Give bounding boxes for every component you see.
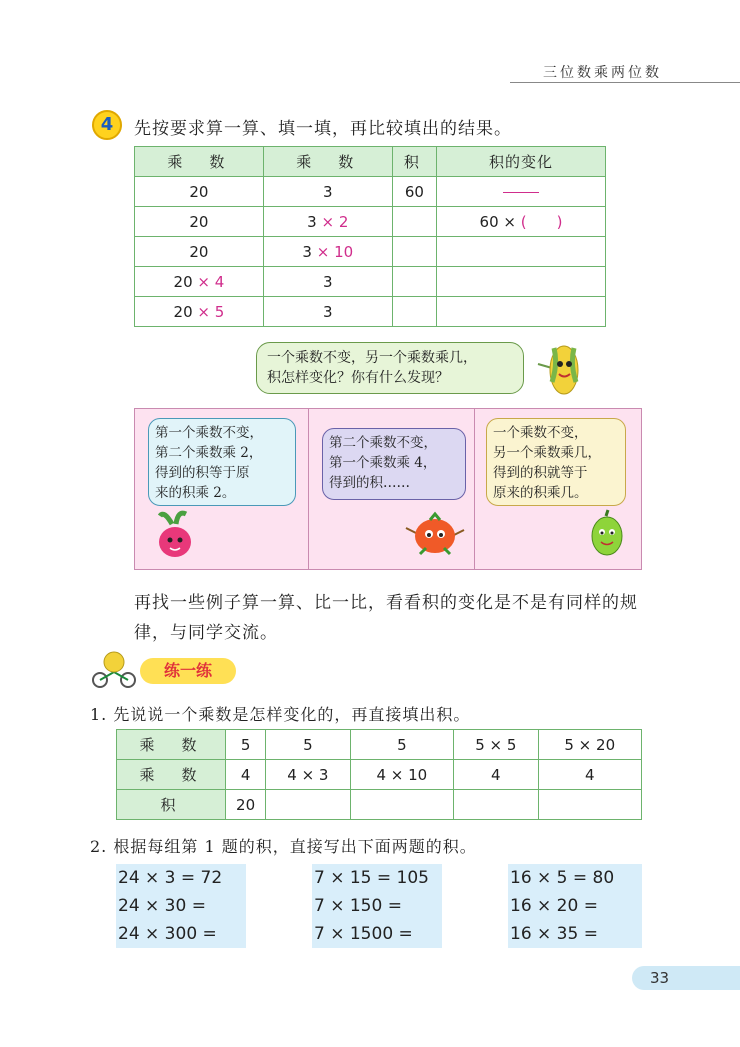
explore-instruction: 再找一些例子算一算、比一比，看看积的变化是不是有同样的规律，与同学交流。 — [134, 593, 638, 643]
equation-line: 16 × 5 = 80 — [510, 868, 615, 888]
header-cell: 乘 数 — [135, 147, 264, 177]
table-row — [135, 207, 606, 237]
factor-b-cell: 3 × 10 — [263, 237, 392, 267]
factor-b-cell: 3 × 2 — [263, 207, 392, 237]
radish-character-icon — [150, 510, 200, 560]
product-cell[interactable] — [392, 207, 436, 237]
exercise-2-prompt: 2. 根据每组第 1 题的积，直接写出下面两题的积。 — [90, 837, 477, 856]
factor-a-cell: 20 × 4 — [135, 267, 264, 297]
practice-label: 练一练 — [140, 658, 236, 684]
factor-a-cell: 20 — [135, 207, 264, 237]
table-row — [117, 730, 642, 760]
product-cell[interactable] — [392, 267, 436, 297]
header-cell: 乘 数 — [263, 147, 392, 177]
table-row — [135, 267, 606, 297]
factor-b-cell: 3 — [263, 177, 392, 207]
pepper-character-icon — [584, 508, 630, 562]
table-header-row — [135, 147, 606, 177]
equation-line[interactable]: 16 × 35 = — [510, 924, 598, 944]
equation-line[interactable]: 16 × 20 = — [510, 896, 598, 916]
table-row — [135, 237, 606, 267]
equation-line[interactable]: 7 × 150 = — [314, 896, 402, 916]
answer-cell[interactable]: 20 — [226, 790, 266, 820]
chapter-title: 三位数乘两位数 — [543, 65, 662, 81]
speech-bubble-first: 第一个乘数不变， 第二个乘数乘 2， 得到的积等于原 来的积乘 2。 — [148, 418, 296, 506]
table-cell: 4 × 3 — [266, 760, 350, 790]
header-rule — [510, 82, 740, 83]
cyclist-character-icon — [88, 650, 140, 688]
question-instruction: 先按要求算一算、填一填，再比较填出的结果。 — [134, 119, 512, 139]
equation-line[interactable]: 24 × 30 = — [118, 896, 206, 916]
change-cell[interactable] — [437, 237, 606, 267]
product-cell[interactable]: 60 — [392, 177, 436, 207]
row-header-cell: 乘 数 — [117, 730, 226, 760]
page-number-tab — [632, 966, 740, 990]
product-cell[interactable] — [392, 237, 436, 267]
dash-mark — [503, 192, 539, 193]
multiplication-table — [134, 146, 606, 327]
tomato-character-icon — [402, 508, 468, 560]
answer-cell[interactable] — [266, 790, 350, 820]
row-header-cell: 乘 数 — [117, 760, 226, 790]
table-cell: 4 — [226, 760, 266, 790]
change-cell[interactable] — [437, 177, 606, 207]
equation-group — [312, 864, 442, 948]
factor-a-cell: 20 — [135, 237, 264, 267]
equation-group — [508, 864, 642, 948]
question-number-badge: 4 — [92, 110, 122, 140]
table-cell: 4 — [538, 760, 642, 790]
speech-bubble-third: 一个乘数不变， 另一个乘数乘几， 得到的积就等于 原来的积乘几。 — [486, 418, 626, 506]
speech-bubble-second: 第二个乘数不变， 第一个乘数乘 4， 得到的积…… — [322, 428, 466, 500]
equation-group — [116, 864, 246, 948]
page-number: 33 — [650, 969, 670, 987]
table-cell: 5 × 5 — [454, 730, 538, 760]
exercise-1-table — [116, 729, 642, 820]
table-cell: 5 — [350, 730, 454, 760]
equation-line[interactable]: 24 × 300 = — [118, 924, 217, 944]
header-cell: 积 — [392, 147, 436, 177]
change-cell[interactable] — [437, 267, 606, 297]
factor-b-cell: 3 — [263, 267, 392, 297]
table-cell: 4 — [454, 760, 538, 790]
equation-line: 24 × 3 = 72 — [118, 868, 223, 888]
corn-character-icon — [530, 334, 590, 398]
panel-divider — [308, 408, 309, 570]
table-cell: 5 × 20 — [538, 730, 642, 760]
table-cell: 4 × 10 — [350, 760, 454, 790]
table-row — [117, 760, 642, 790]
row-header-cell: 积 — [117, 790, 226, 820]
answer-cell[interactable] — [538, 790, 642, 820]
header-cell: 积的变化 — [437, 147, 606, 177]
change-cell[interactable] — [437, 297, 606, 327]
table-row — [117, 790, 642, 820]
table-row — [135, 297, 606, 327]
panel-divider — [474, 408, 475, 570]
factor-a-cell: 20 × 5 — [135, 297, 264, 327]
question-speech-bubble: 一个乘数不变，另一个乘数乘几， 积怎样变化？你有什么发现？ — [256, 342, 524, 394]
factor-b-cell: 3 — [263, 297, 392, 327]
product-cell[interactable] — [392, 297, 436, 327]
answer-cell[interactable] — [454, 790, 538, 820]
table-cell: 5 — [266, 730, 350, 760]
equation-line: 7 × 15 = 105 — [314, 868, 429, 888]
exercise-1-prompt: 1. 先说说一个乘数是怎样变化的，再直接填出积。 — [90, 705, 471, 724]
change-cell[interactable]: 60 × ( ) — [437, 207, 606, 237]
equation-line[interactable]: 7 × 1500 = — [314, 924, 413, 944]
answer-cell[interactable] — [350, 790, 454, 820]
table-cell: 5 — [226, 730, 266, 760]
table-row — [135, 177, 606, 207]
factor-a-cell: 20 — [135, 177, 264, 207]
